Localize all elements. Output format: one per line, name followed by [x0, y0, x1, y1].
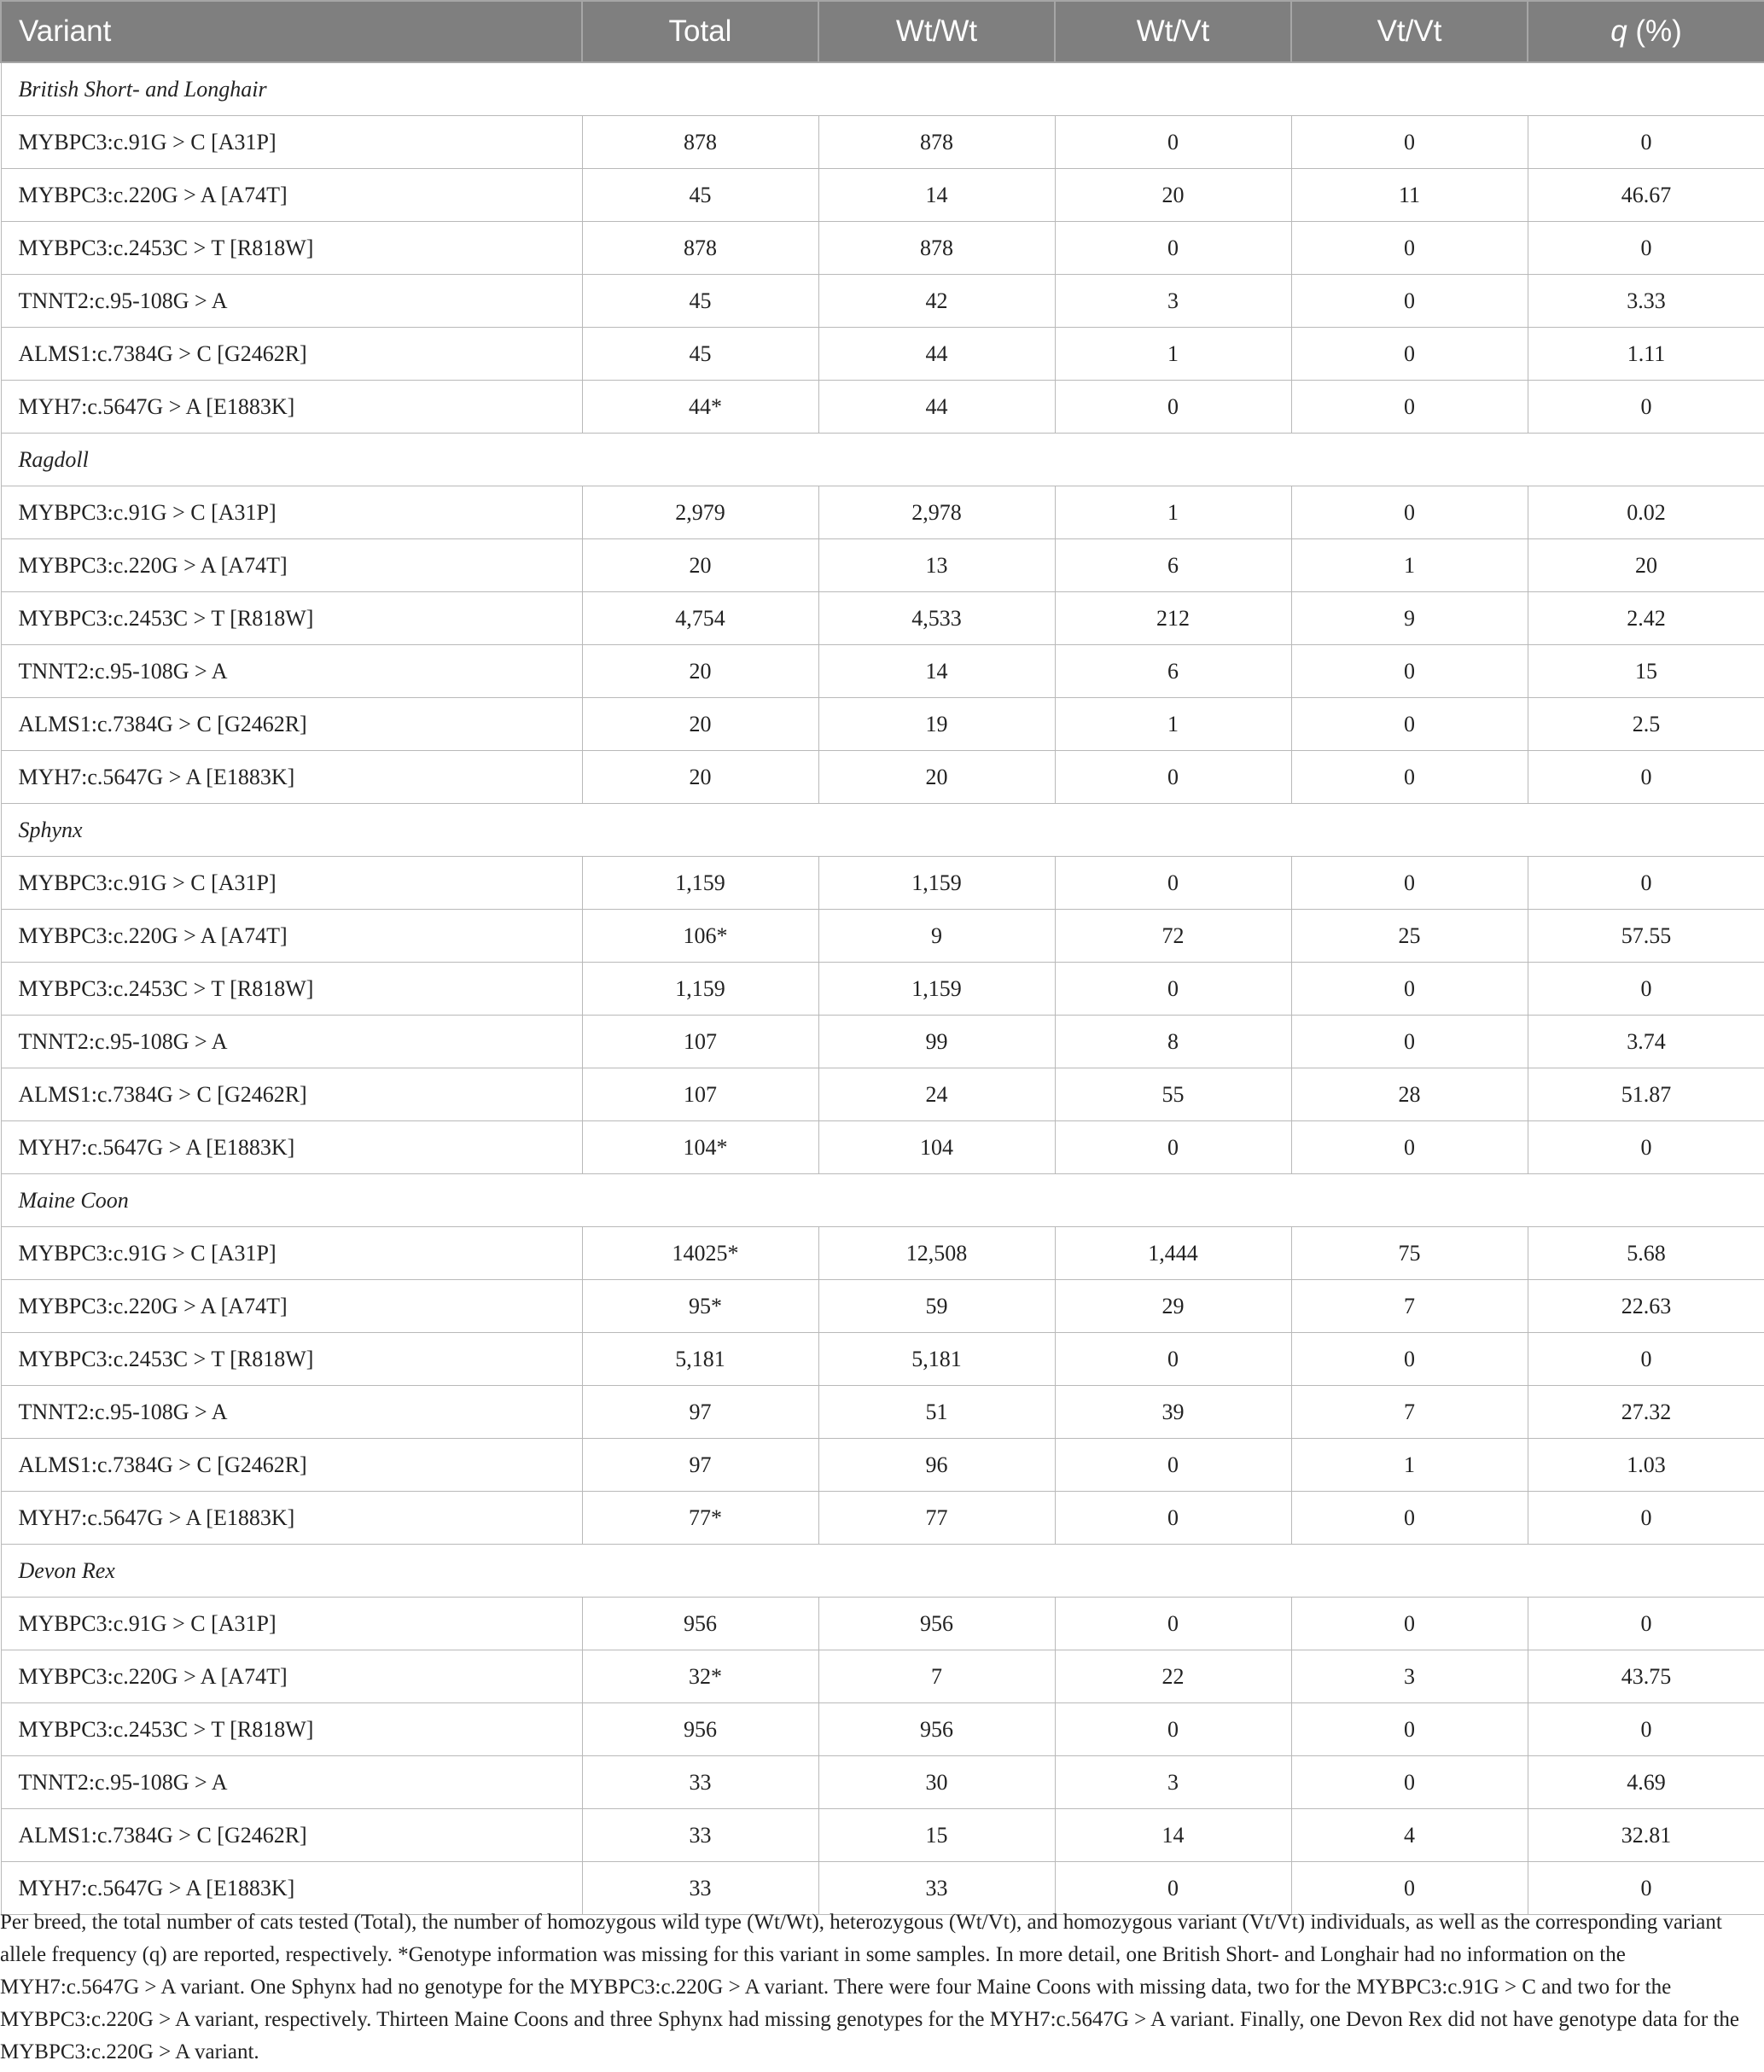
cell-variant: TNNT2:c.95-108G > A: [1, 645, 582, 698]
cell-wtvt: 20: [1055, 169, 1291, 222]
cell-vtvt: 0: [1291, 1333, 1528, 1386]
breed-name: Devon Rex: [1, 1545, 1764, 1598]
cell-vtvt: 9: [1291, 592, 1528, 645]
cell-wtwt: 1,159: [818, 963, 1055, 1016]
cell-wtvt: 39: [1055, 1386, 1291, 1439]
cell-wtvt: 0: [1055, 1121, 1291, 1174]
cell-total: 33: [582, 1862, 818, 1915]
table-row: [1, 1016, 1764, 1068]
cell-variant: MYBPC3:c.220G > A [A74T]: [1, 1650, 582, 1703]
cell-total: 20: [582, 645, 818, 698]
table-row: [1, 1492, 1764, 1545]
table-row: [1, 116, 1764, 169]
cell-q: 0: [1528, 963, 1764, 1016]
cell-wtvt: 0: [1055, 857, 1291, 910]
cell-variant: MYBPC3:c.91G > C [A31P]: [1, 486, 582, 539]
cell-variant: MYH7:c.5647G > A [E1883K]: [1, 1492, 582, 1545]
cell-vtvt: 0: [1291, 1598, 1528, 1650]
cell-q: 0: [1528, 381, 1764, 434]
cell-wtvt: 0: [1055, 1598, 1291, 1650]
table-row: [1, 910, 1764, 963]
cell-total: 107: [582, 1016, 818, 1068]
cell-q: 0: [1528, 1862, 1764, 1915]
cell-variant: MYH7:c.5647G > A [E1883K]: [1, 1121, 582, 1174]
table-footnote: Per breed, the total number of cats tested (Total), the number of homozygous wild type (Wt/Wt), heterozygous (Wt/Vt), and homozygous variant (Vt/Vt) individuals, as well as the corresponding variant allele frequency (q) are reported, respectively. *Genotype information was missing for this variant in some samples. In more detail, one British Short- and Longhair had no information on the MYH7:c.5647G > A variant. One Sphynx had no genotype for the MYBPC3:c.220G > A variant. There were four Maine Coons with missing data, two for the MYBPC3:c.91G > C and two for the MYBPC3:c.220G > A variant, respectively. Thirteen Maine Coons and three Sphynx had missing genotypes for the MYH7:c.5647G > A variant. Finally, one Devon Rex did not have genotype data for the MYBPC3:c.220G > A variant.: [0, 1911, 1740, 2063]
cell-wtvt: 1: [1055, 328, 1291, 381]
cell-variant: ALMS1:c.7384G > C [G2462R]: [1, 328, 582, 381]
cell-wtwt: 9: [818, 910, 1055, 963]
cell-total: 5,181: [582, 1333, 818, 1386]
cell-wtvt: 0: [1055, 1333, 1291, 1386]
cell-wtwt: 20: [818, 751, 1055, 804]
table-row: [1, 1650, 1764, 1703]
cell-q: 15: [1528, 645, 1764, 698]
cell-wtwt: 42: [818, 275, 1055, 328]
table-row: [1, 222, 1764, 275]
cell-total: 956: [582, 1703, 818, 1756]
cell-wtwt: 4,533: [818, 592, 1055, 645]
cell-wtwt: 13: [818, 539, 1055, 592]
header-vtvt: Vt/Vt: [1291, 1, 1528, 62]
cell-wtvt: 0: [1055, 1703, 1291, 1756]
cell-total: 45: [582, 169, 818, 222]
breed-group-row: [1, 1174, 1764, 1227]
cell-vtvt: 0: [1291, 1703, 1528, 1756]
cell-total: 20: [582, 539, 818, 592]
cell-total: 33: [582, 1809, 818, 1862]
cell-q: 0: [1528, 1121, 1764, 1174]
breed-name: British Short- and Longhair: [1, 62, 1764, 116]
cell-q: 46.67: [1528, 169, 1764, 222]
cell-q: 0: [1528, 751, 1764, 804]
cell-wtvt: 3: [1055, 1756, 1291, 1809]
cell-vtvt: 28: [1291, 1068, 1528, 1121]
table-header: [1, 1, 1764, 62]
cell-q: 4.69: [1528, 1756, 1764, 1809]
cell-wtwt: 2,978: [818, 486, 1055, 539]
cell-variant: MYBPC3:c.2453C > T [R818W]: [1, 963, 582, 1016]
cell-wtvt: 0: [1055, 222, 1291, 275]
cell-wtwt: 24: [818, 1068, 1055, 1121]
cell-vtvt: 0: [1291, 222, 1528, 275]
cell-wtvt: 1,444: [1055, 1227, 1291, 1280]
cell-total: 1,159: [582, 857, 818, 910]
cell-total: 107: [582, 1068, 818, 1121]
cell-wtvt: 22: [1055, 1650, 1291, 1703]
cell-wtvt: 0: [1055, 1439, 1291, 1492]
header-wtwt: Wt/Wt: [818, 1, 1055, 62]
cell-total: 104*: [582, 1121, 818, 1174]
cell-vtvt: 11: [1291, 169, 1528, 222]
cell-q: 27.32: [1528, 1386, 1764, 1439]
cell-total: 45: [582, 275, 818, 328]
cell-total: 2,979: [582, 486, 818, 539]
cell-total: 97: [582, 1386, 818, 1439]
cell-vtvt: 0: [1291, 486, 1528, 539]
cell-total: 878: [582, 222, 818, 275]
cell-total: 95*: [582, 1280, 818, 1333]
cell-total: 77*: [582, 1492, 818, 1545]
cell-wtvt: 55: [1055, 1068, 1291, 1121]
cell-vtvt: 0: [1291, 275, 1528, 328]
cell-wtvt: 3: [1055, 275, 1291, 328]
table-row: [1, 751, 1764, 804]
table-row: [1, 1439, 1764, 1492]
cell-vtvt: 0: [1291, 857, 1528, 910]
cell-vtvt: 0: [1291, 645, 1528, 698]
cell-variant: TNNT2:c.95-108G > A: [1, 1016, 582, 1068]
cell-q: 0.02: [1528, 486, 1764, 539]
cell-variant: MYBPC3:c.2453C > T [R818W]: [1, 222, 582, 275]
table-row: [1, 857, 1764, 910]
cell-wtvt: 14: [1055, 1809, 1291, 1862]
cell-variant: ALMS1:c.7384G > C [G2462R]: [1, 698, 582, 751]
cell-total: 1,159: [582, 963, 818, 1016]
cell-q: 0: [1528, 1703, 1764, 1756]
cell-vtvt: 75: [1291, 1227, 1528, 1280]
cell-variant: MYBPC3:c.91G > C [A31P]: [1, 116, 582, 169]
cell-wtvt: 0: [1055, 963, 1291, 1016]
cell-variant: MYH7:c.5647G > A [E1883K]: [1, 1862, 582, 1915]
header-wtvt: Wt/Vt: [1055, 1, 1291, 62]
cell-variant: MYBPC3:c.220G > A [A74T]: [1, 1280, 582, 1333]
cell-wtvt: 0: [1055, 751, 1291, 804]
cell-vtvt: 25: [1291, 910, 1528, 963]
table-row: [1, 963, 1764, 1016]
cell-wtvt: 6: [1055, 645, 1291, 698]
breed-group-row: [1, 804, 1764, 857]
cell-variant: MYH7:c.5647G > A [E1883K]: [1, 751, 582, 804]
cell-wtvt: 6: [1055, 539, 1291, 592]
cell-wtvt: 1: [1055, 486, 1291, 539]
cell-q: 3.33: [1528, 275, 1764, 328]
cell-vtvt: 7: [1291, 1386, 1528, 1439]
cell-total: 45: [582, 328, 818, 381]
cell-q: 0: [1528, 857, 1764, 910]
cell-wtvt: 72: [1055, 910, 1291, 963]
cell-variant: MYH7:c.5647G > A [E1883K]: [1, 381, 582, 434]
cell-variant: ALMS1:c.7384G > C [G2462R]: [1, 1439, 582, 1492]
cell-q: 0: [1528, 1492, 1764, 1545]
table-row: [1, 1809, 1764, 1862]
cell-wtwt: 99: [818, 1016, 1055, 1068]
cell-vtvt: 0: [1291, 751, 1528, 804]
cell-wtwt: 12,508: [818, 1227, 1055, 1280]
cell-variant: MYBPC3:c.2453C > T [R818W]: [1, 1333, 582, 1386]
table-row: [1, 1598, 1764, 1650]
header-q-unit: (%): [1627, 15, 1682, 48]
cell-variant: MYBPC3:c.220G > A [A74T]: [1, 169, 582, 222]
cell-variant: MYBPC3:c.2453C > T [R818W]: [1, 1703, 582, 1756]
table-row: [1, 592, 1764, 645]
cell-vtvt: 0: [1291, 1862, 1528, 1915]
cell-variant: MYBPC3:c.220G > A [A74T]: [1, 910, 582, 963]
cell-wtwt: 14: [818, 645, 1055, 698]
cell-q: 1.03: [1528, 1439, 1764, 1492]
cell-q: 3.74: [1528, 1016, 1764, 1068]
cell-total: 20: [582, 698, 818, 751]
header-row: [1, 1, 1764, 62]
cell-q: 0: [1528, 1598, 1764, 1650]
cell-variant: ALMS1:c.7384G > C [G2462R]: [1, 1809, 582, 1862]
cell-variant: TNNT2:c.95-108G > A: [1, 275, 582, 328]
cell-wtvt: 8: [1055, 1016, 1291, 1068]
breed-name: Maine Coon: [1, 1174, 1764, 1227]
cell-total: 106*: [582, 910, 818, 963]
cell-wtwt: 44: [818, 381, 1055, 434]
cell-total: 44*: [582, 381, 818, 434]
cell-total: 14025*: [582, 1227, 818, 1280]
cell-vtvt: 7: [1291, 1280, 1528, 1333]
cell-variant: TNNT2:c.95-108G > A: [1, 1386, 582, 1439]
cell-wtvt: 0: [1055, 116, 1291, 169]
breed-name: Ragdoll: [1, 434, 1764, 486]
cell-vtvt: 1: [1291, 539, 1528, 592]
cell-variant: MYBPC3:c.91G > C [A31P]: [1, 857, 582, 910]
breed-group-row: [1, 434, 1764, 486]
cell-vtvt: 4: [1291, 1809, 1528, 1862]
cell-vtvt: 0: [1291, 116, 1528, 169]
table-row: [1, 645, 1764, 698]
cell-wtvt: 0: [1055, 1862, 1291, 1915]
header-q: [1528, 1, 1764, 62]
cell-wtwt: 878: [818, 116, 1055, 169]
cell-q: 43.75: [1528, 1650, 1764, 1703]
cell-total: 20: [582, 751, 818, 804]
cell-wtwt: 956: [818, 1598, 1055, 1650]
cell-vtvt: 0: [1291, 1756, 1528, 1809]
cell-q: 2.5: [1528, 698, 1764, 751]
cell-vtvt: 3: [1291, 1650, 1528, 1703]
cell-total: 956: [582, 1598, 818, 1650]
cell-wtwt: 30: [818, 1756, 1055, 1809]
table-row: [1, 1333, 1764, 1386]
cell-vtvt: 1: [1291, 1439, 1528, 1492]
cell-wtwt: 14: [818, 169, 1055, 222]
cell-vtvt: 0: [1291, 381, 1528, 434]
table-row: [1, 1386, 1764, 1439]
cell-vtvt: 0: [1291, 963, 1528, 1016]
cell-wtwt: 878: [818, 222, 1055, 275]
cell-wtwt: 51: [818, 1386, 1055, 1439]
cell-q: 22.63: [1528, 1280, 1764, 1333]
cell-q: 0: [1528, 116, 1764, 169]
cell-q: 2.42: [1528, 592, 1764, 645]
cell-q: 1.11: [1528, 328, 1764, 381]
cell-q: 57.55: [1528, 910, 1764, 963]
table-row: [1, 275, 1764, 328]
header-q-symbol: q: [1610, 15, 1627, 48]
cell-q: 32.81: [1528, 1809, 1764, 1862]
cell-wtvt: 0: [1055, 381, 1291, 434]
cell-q: 0: [1528, 1333, 1764, 1386]
cell-wtvt: 29: [1055, 1280, 1291, 1333]
breed-group-row: [1, 1545, 1764, 1598]
table-row: [1, 1756, 1764, 1809]
table-row: [1, 698, 1764, 751]
cell-wtvt: 212: [1055, 592, 1291, 645]
cell-wtwt: 104: [818, 1121, 1055, 1174]
cell-wtwt: 33: [818, 1862, 1055, 1915]
cell-vtvt: 0: [1291, 698, 1528, 751]
cell-vtvt: 0: [1291, 328, 1528, 381]
cell-wtwt: 15: [818, 1809, 1055, 1862]
cell-vtvt: 0: [1291, 1492, 1528, 1545]
cell-q: 20: [1528, 539, 1764, 592]
cell-wtwt: 96: [818, 1439, 1055, 1492]
cell-variant: MYBPC3:c.91G > C [A31P]: [1, 1598, 582, 1650]
table-row: [1, 539, 1764, 592]
table-row: [1, 1280, 1764, 1333]
cell-wtwt: 59: [818, 1280, 1055, 1333]
cell-wtwt: 1,159: [818, 857, 1055, 910]
cell-total: 33: [582, 1756, 818, 1809]
breed-name: Sphynx: [1, 804, 1764, 857]
table-body: [1, 62, 1764, 1915]
cell-q: 51.87: [1528, 1068, 1764, 1121]
cell-variant: MYBPC3:c.2453C > T [R818W]: [1, 592, 582, 645]
cell-wtwt: 956: [818, 1703, 1055, 1756]
cell-wtwt: 7: [818, 1650, 1055, 1703]
cell-wtvt: 1: [1055, 698, 1291, 751]
cell-variant: ALMS1:c.7384G > C [G2462R]: [1, 1068, 582, 1121]
table-row: [1, 486, 1764, 539]
cell-vtvt: 0: [1291, 1121, 1528, 1174]
cell-vtvt: 0: [1291, 1016, 1528, 1068]
table-row: [1, 1227, 1764, 1280]
header-variant: Variant: [1, 1, 582, 62]
cell-total: 4,754: [582, 592, 818, 645]
table-row: [1, 381, 1764, 434]
table-row: [1, 328, 1764, 381]
cell-variant: TNNT2:c.95-108G > A: [1, 1756, 582, 1809]
cell-q: 0: [1528, 222, 1764, 275]
table-row: [1, 1703, 1764, 1756]
cell-total: 878: [582, 116, 818, 169]
cell-total: 97: [582, 1439, 818, 1492]
breed-group-row: [1, 62, 1764, 116]
cell-total: 32*: [582, 1650, 818, 1703]
table-row: [1, 1121, 1764, 1174]
table-row: [1, 1068, 1764, 1121]
cell-q: 5.68: [1528, 1227, 1764, 1280]
cell-wtwt: 19: [818, 698, 1055, 751]
cell-wtvt: 0: [1055, 1492, 1291, 1545]
cell-variant: MYBPC3:c.220G > A [A74T]: [1, 539, 582, 592]
cell-wtwt: 77: [818, 1492, 1055, 1545]
cell-wtwt: 44: [818, 328, 1055, 381]
cell-wtwt: 5,181: [818, 1333, 1055, 1386]
header-total: Total: [582, 1, 818, 62]
table-row: [1, 169, 1764, 222]
cell-variant: MYBPC3:c.91G > C [A31P]: [1, 1227, 582, 1280]
